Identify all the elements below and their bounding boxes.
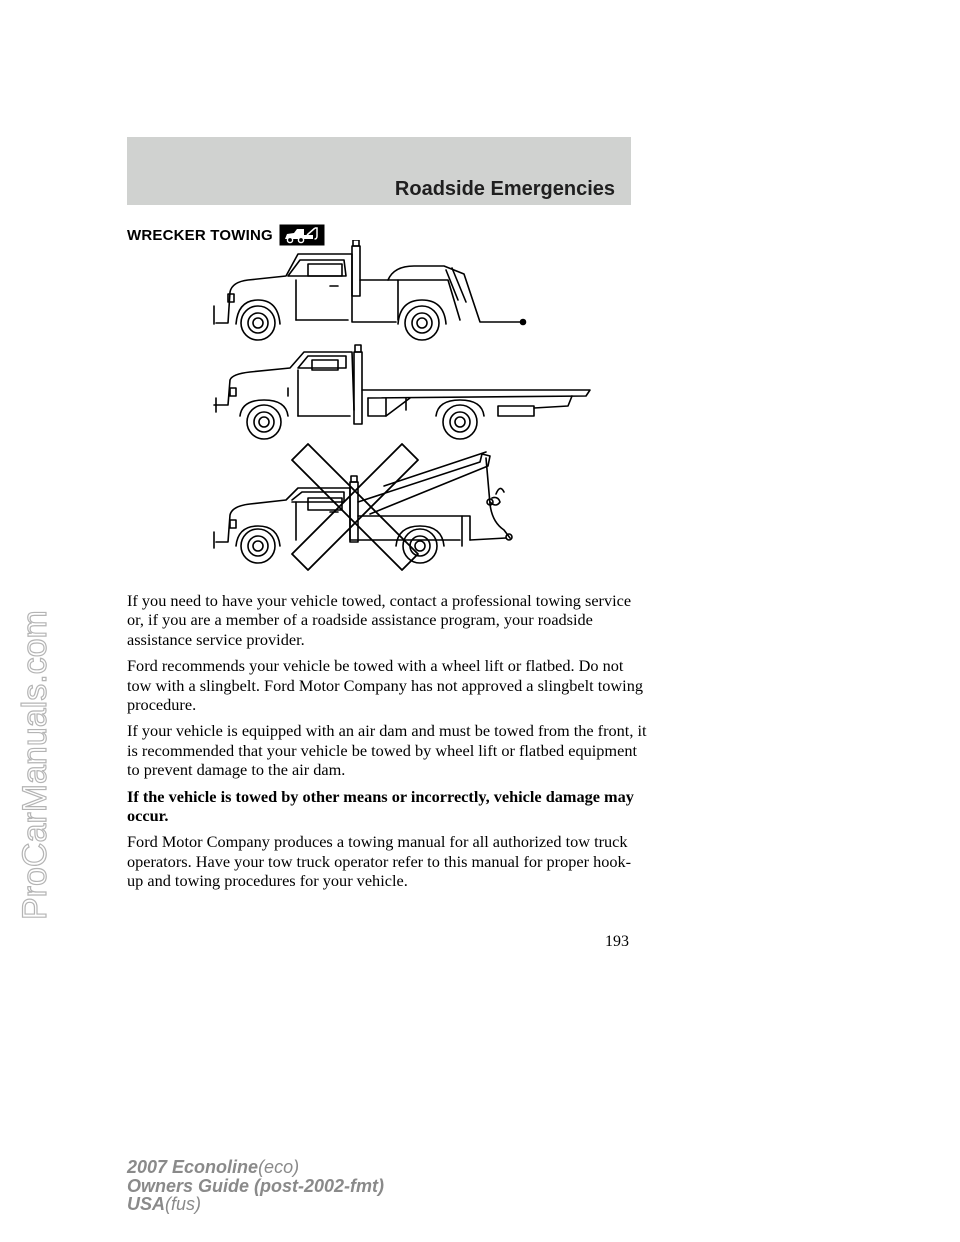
header-band xyxy=(127,137,631,205)
paragraph: Ford Motor Company produces a towing manual for all authorized tow truck operators. Have your tow truck operator refer to this manual for proper hook-up and towing procedures for your vehicle. xyxy=(127,832,632,891)
footer-market-code: (fus) xyxy=(165,1194,202,1214)
footer-model: 2007 Econoline xyxy=(127,1157,259,1177)
document-footer xyxy=(127,1158,384,1214)
footer-line-1 xyxy=(127,1158,384,1177)
footer-market: USA xyxy=(127,1194,166,1214)
towing-figure xyxy=(200,240,600,585)
body-text xyxy=(127,591,647,898)
paragraph: If you need to have your vehicle towed, contact a professional towing service or, if you are a member of a roadside assistance program, your roadside assistance service provider. xyxy=(127,591,632,649)
flatbed-tow-truck xyxy=(214,345,590,439)
slingbelt-tow-truck xyxy=(214,452,512,563)
section-heading-text: WRECKER TOWING xyxy=(127,226,273,244)
watermark-text: ProCarManuals.com xyxy=(16,610,54,920)
page-number: 193 xyxy=(605,933,629,950)
footer-line-3 xyxy=(127,1195,384,1214)
footer-guide: Owners Guide (post-2002-fmt) xyxy=(127,1175,385,1196)
warning-paragraph: If the vehicle is towed by other means or incorrectly, vehicle damage may occur. xyxy=(127,786,634,826)
paragraph: Ford recommends your vehicle be towed with a wheel lift or flatbed. Do not tow with a slingbelt. Ford Motor Company has not approved a slingbelt towing procedure. xyxy=(127,656,643,715)
wheel-lift-tow-truck xyxy=(214,240,526,340)
section-title: Roadside Emergencies xyxy=(394,178,615,200)
footer-line-2 xyxy=(127,1177,384,1196)
watermark xyxy=(0,0,60,1242)
footer-model-code: (eco) xyxy=(258,1157,300,1177)
not-approved-x-icon xyxy=(292,444,418,570)
paragraph: If your vehicle is equipped with an air dam and must be towed from the front, it is recommended that your vehicle be towed by wheel lift or flatbed equipment to prevent damage to the air dam. xyxy=(127,721,647,780)
